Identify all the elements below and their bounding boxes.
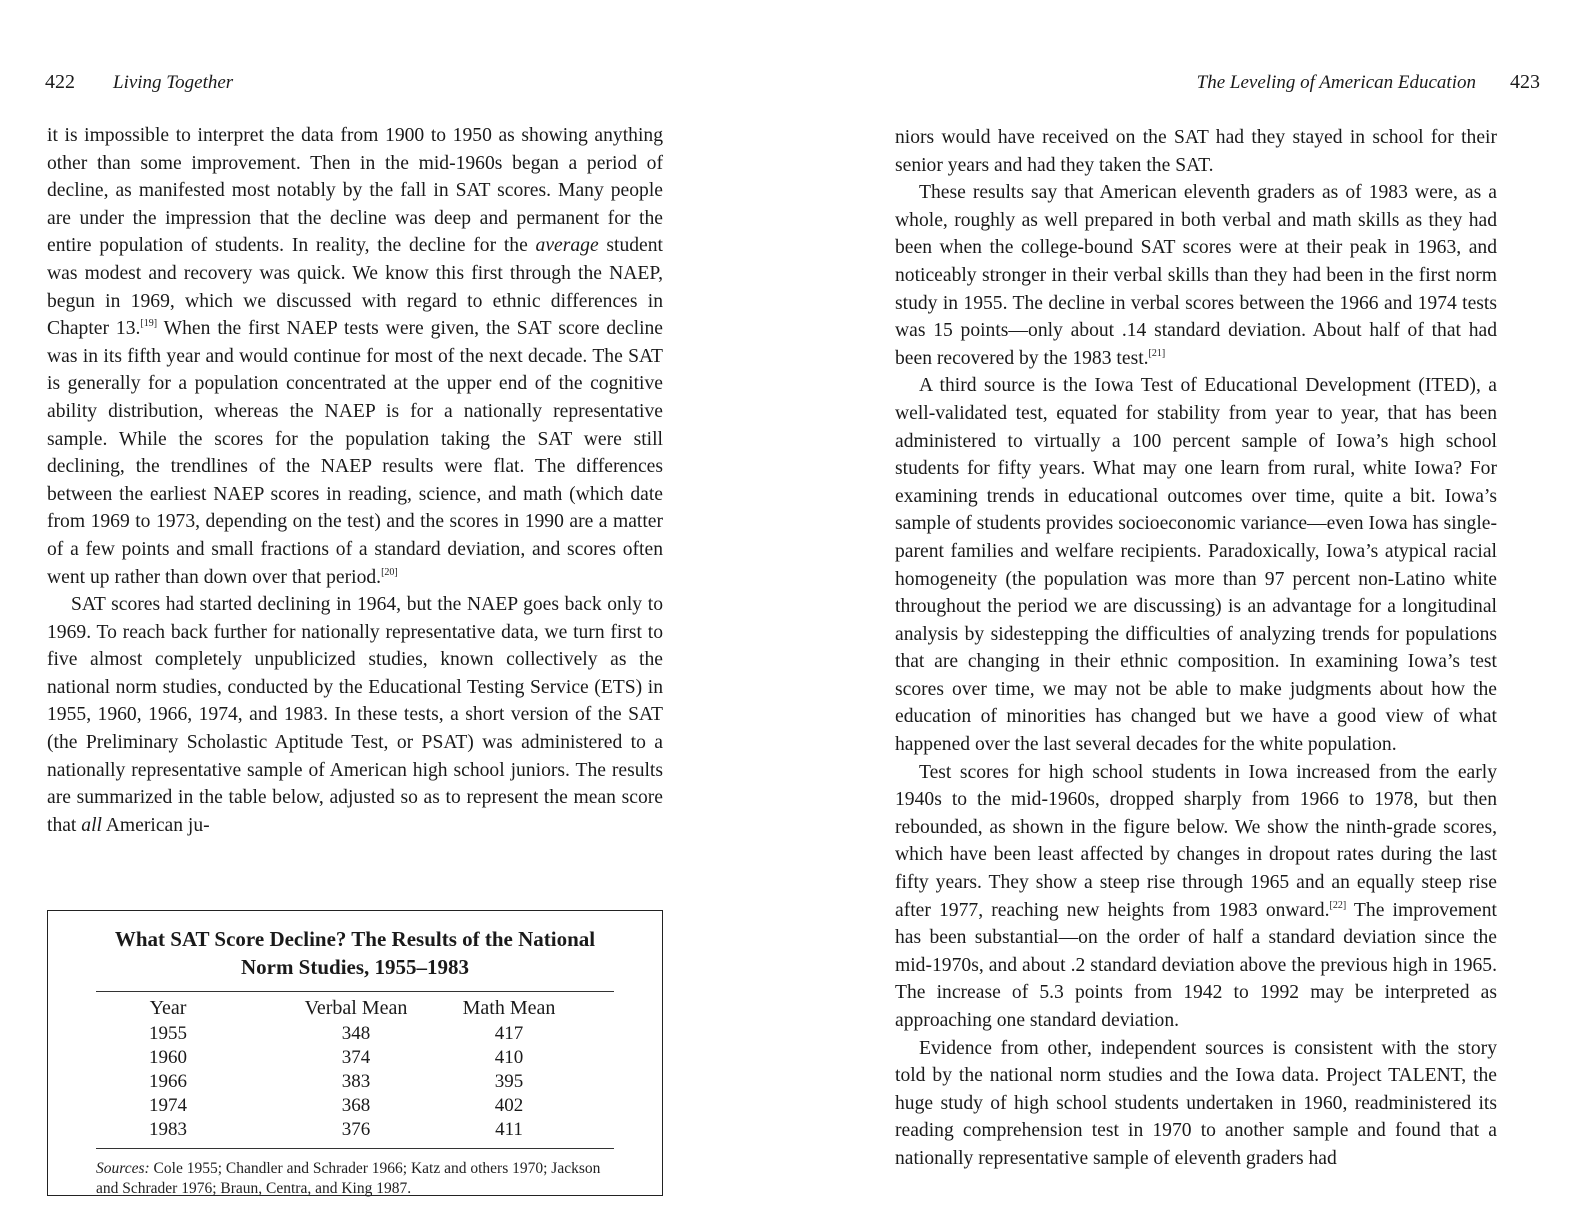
footnote-marker: [21] bbox=[1148, 347, 1166, 359]
body-paragraph bbox=[895, 759, 1497, 1035]
left-running-head-title: Living Together bbox=[113, 72, 234, 93]
table-cell-math-mean: 410 bbox=[494, 1047, 524, 1068]
table-top-rule bbox=[96, 991, 614, 992]
body-paragraph bbox=[895, 179, 1497, 372]
right-body-text bbox=[895, 124, 1497, 1173]
text-run: student was modest and recovery was quick. We know this first through the NAEP, begun in 1969, which we discussed with regard to ethnic differences in Chapter 13. bbox=[47, 235, 663, 340]
left-body-text bbox=[47, 122, 663, 839]
table-row bbox=[48, 1022, 662, 1046]
table-cell-year: 1966 bbox=[149, 1071, 187, 1092]
table-sources-note bbox=[96, 1159, 614, 1199]
text-run: Test scores for high school students in Iowa increased from the early 1940s to the mid-1960s, dropped sharply from 1966 to 1978, but then rebounded, as shown in the figure below. We show the ninth-grade scores, which have been least affected by changes in dropout rates during the last fifty years. They show a steep rise through 1965 and an equally steep rise after 1977, reaching new heights from 1983 onward. bbox=[895, 761, 1497, 921]
table-row bbox=[48, 1046, 662, 1070]
table-cell-math-mean: 402 bbox=[494, 1095, 524, 1116]
left-running-head bbox=[45, 68, 233, 97]
table-cell-year: 1960 bbox=[149, 1047, 187, 1068]
text-run: American ju- bbox=[101, 814, 210, 836]
table-cell-verbal-mean: 383 bbox=[341, 1071, 371, 1092]
body-paragraph bbox=[895, 124, 1497, 179]
footnote-marker: [19] bbox=[140, 318, 158, 330]
norm-studies-table bbox=[48, 994, 662, 1142]
table-header-row bbox=[48, 994, 662, 1022]
right-page bbox=[880, 0, 1582, 1220]
table-caption: What SAT Score Decline? The Results of the National Norm Studies, 1955–1983 bbox=[114, 927, 596, 979]
right-running-head-title: The Leveling of American Education bbox=[1196, 72, 1476, 93]
text-run: it is impossible to interpret the data from 1900 to 1950 as showing anything other than some improvement. Then in the mid-1960s began a period of decline, as manifested most notably by the fall in SAT scores. Many people are under the impression that the decline was deep and permanent for the entire population of students. In reality, the decline for the bbox=[47, 125, 663, 257]
table-cell-math-mean: 411 bbox=[495, 1119, 523, 1140]
left-page-number: 422 bbox=[45, 71, 75, 93]
table-cell-year: 1983 bbox=[149, 1119, 187, 1140]
sources-text: Cole 1955; Chandler and Schrader 1966; Katz and others 1970; Jackson and Schrader 1976; Braun, Centra, and King 1987. bbox=[96, 1160, 601, 1197]
table-row bbox=[48, 1118, 662, 1142]
table-cell-verbal-mean: 368 bbox=[341, 1095, 371, 1116]
body-paragraph bbox=[47, 122, 663, 591]
right-page-number: 423 bbox=[1510, 71, 1540, 93]
body-paragraph bbox=[895, 372, 1497, 758]
table-cell-verbal-mean: 376 bbox=[341, 1119, 371, 1140]
column-header-verbal-mean: Verbal Mean bbox=[304, 996, 408, 1019]
right-running-head bbox=[1197, 68, 1540, 97]
body-paragraph bbox=[47, 591, 663, 839]
table-cell-year: 1955 bbox=[149, 1023, 187, 1044]
sat-norm-studies-table bbox=[47, 910, 663, 1196]
left-page bbox=[0, 0, 720, 1220]
sources-label: Sources: bbox=[96, 1160, 150, 1177]
table-cell-year: 1974 bbox=[149, 1095, 187, 1116]
table-cell-verbal-mean: 374 bbox=[341, 1047, 371, 1068]
column-header-math-mean: Math Mean bbox=[462, 996, 556, 1019]
text-run: A third source is the Iowa Test of Educational Development (ITED), a well-validated test, equated for stability from year to year, that has been administered to virtually a 100 percent sample of Iowa’s high school students for fifty years. What may one learn from rural, white Iowa? For examining trends in educational outcomes over time, quite a bit. Iowa’s sample of students provides socioeconomic variance—even Iowa has single-parent families and welfare recipients. Paradoxically, Iowa’s atypical racial homogeneity (the population was more than 97 percent non-Latino white throughout the period we are discussing) is an advantage for a longitudinal analysis by sidestepping the difficulties of analyzing trends for populations that are changing in their ethnic composition. In examining Iowa’s test scores over time, we may not be able to make judgments about how the education of minorities has changed but we have a good view of what happened over the last several decades for the white population. bbox=[895, 375, 1497, 756]
footnote-marker: [20] bbox=[381, 566, 398, 578]
body-paragraph bbox=[895, 1035, 1497, 1173]
table-bottom-rule bbox=[96, 1148, 614, 1149]
text-run: niors would have received on the SAT had they stayed in school for their senior years and had they taken the SAT. bbox=[895, 127, 1497, 176]
table-row bbox=[48, 1070, 662, 1094]
column-header-year: Year bbox=[149, 996, 187, 1019]
text-run: These results say that American eleventh graders as of 1983 were, as a whole, roughly as well prepared in both verbal and math skills as they had been when the college-bound SAT scores were at their peak in 1963, and noticeably stronger in their verbal skills than they had been in the first norm study in 1955. The decline in verbal scores between the 1966 and 1974 tests was 15 points—only about .14 standard deviation. About half of that had been recovered by the 1983 test. bbox=[895, 182, 1497, 369]
text-run: SAT scores had started declining in 1964, but the NAEP goes back only to 1969. To reach back further for nationally representative data, we turn first to five almost completely unpublicized studies, known collectively as the national norm studies, conducted by the Educational Testing Service (ETS) in 1955, 1960, 1966, 1974, and 1983. In these tests, a short version of the SAT (the Preliminary Scholastic Aptitude Test, or PSAT) was administered to a nationally representative sample of American high school juniors. The results are summarized in the table below, adjusted so as to represent the mean score that bbox=[47, 594, 663, 836]
table-cell-math-mean: 417 bbox=[494, 1023, 524, 1044]
footnote-marker: [22] bbox=[1329, 899, 1347, 911]
emphasized-word: average bbox=[535, 235, 599, 257]
emphasized-word: all bbox=[81, 814, 102, 836]
table-cell-math-mean: 395 bbox=[494, 1071, 524, 1092]
table-row bbox=[48, 1094, 662, 1118]
text-run: Evidence from other, independent sources is consistent with the story told by the national norm studies and the Iowa data. Project TALENT, the huge study of high school students undertaken in 1960, readministered its reading comprehension test in 1970 to another sample and found that a nationally representative sample of eleventh graders had bbox=[895, 1037, 1497, 1169]
text-run: The improvement has been substantial—on the order of half a standard deviation since the mid-1970s, and about .2 standard deviation above the previous high in 1965. The increase of 5.3 points from 1942 to 1992 may be interpreted as approaching one standard deviation. bbox=[895, 899, 1497, 1031]
text-run: When the first NAEP tests were given, the SAT score decline was in its fifth year and would continue for most of the next decade. The SAT is generally for a population concentrated at the upper end of the cognitive ability distribution, whereas the NAEP is for a nationally representative sample. While the scores for the population taking the SAT were still declining, the trendlines of the NAEP results were flat. The differences between the earliest NAEP scores in reading, science, and math (which date from 1969 to 1973, depending on the test) and the scores in 1990 are a matter of a few points and small fractions of a standard deviation, and scores often went up rather than down over that period. bbox=[47, 318, 663, 588]
table-cell-verbal-mean: 348 bbox=[341, 1023, 371, 1044]
